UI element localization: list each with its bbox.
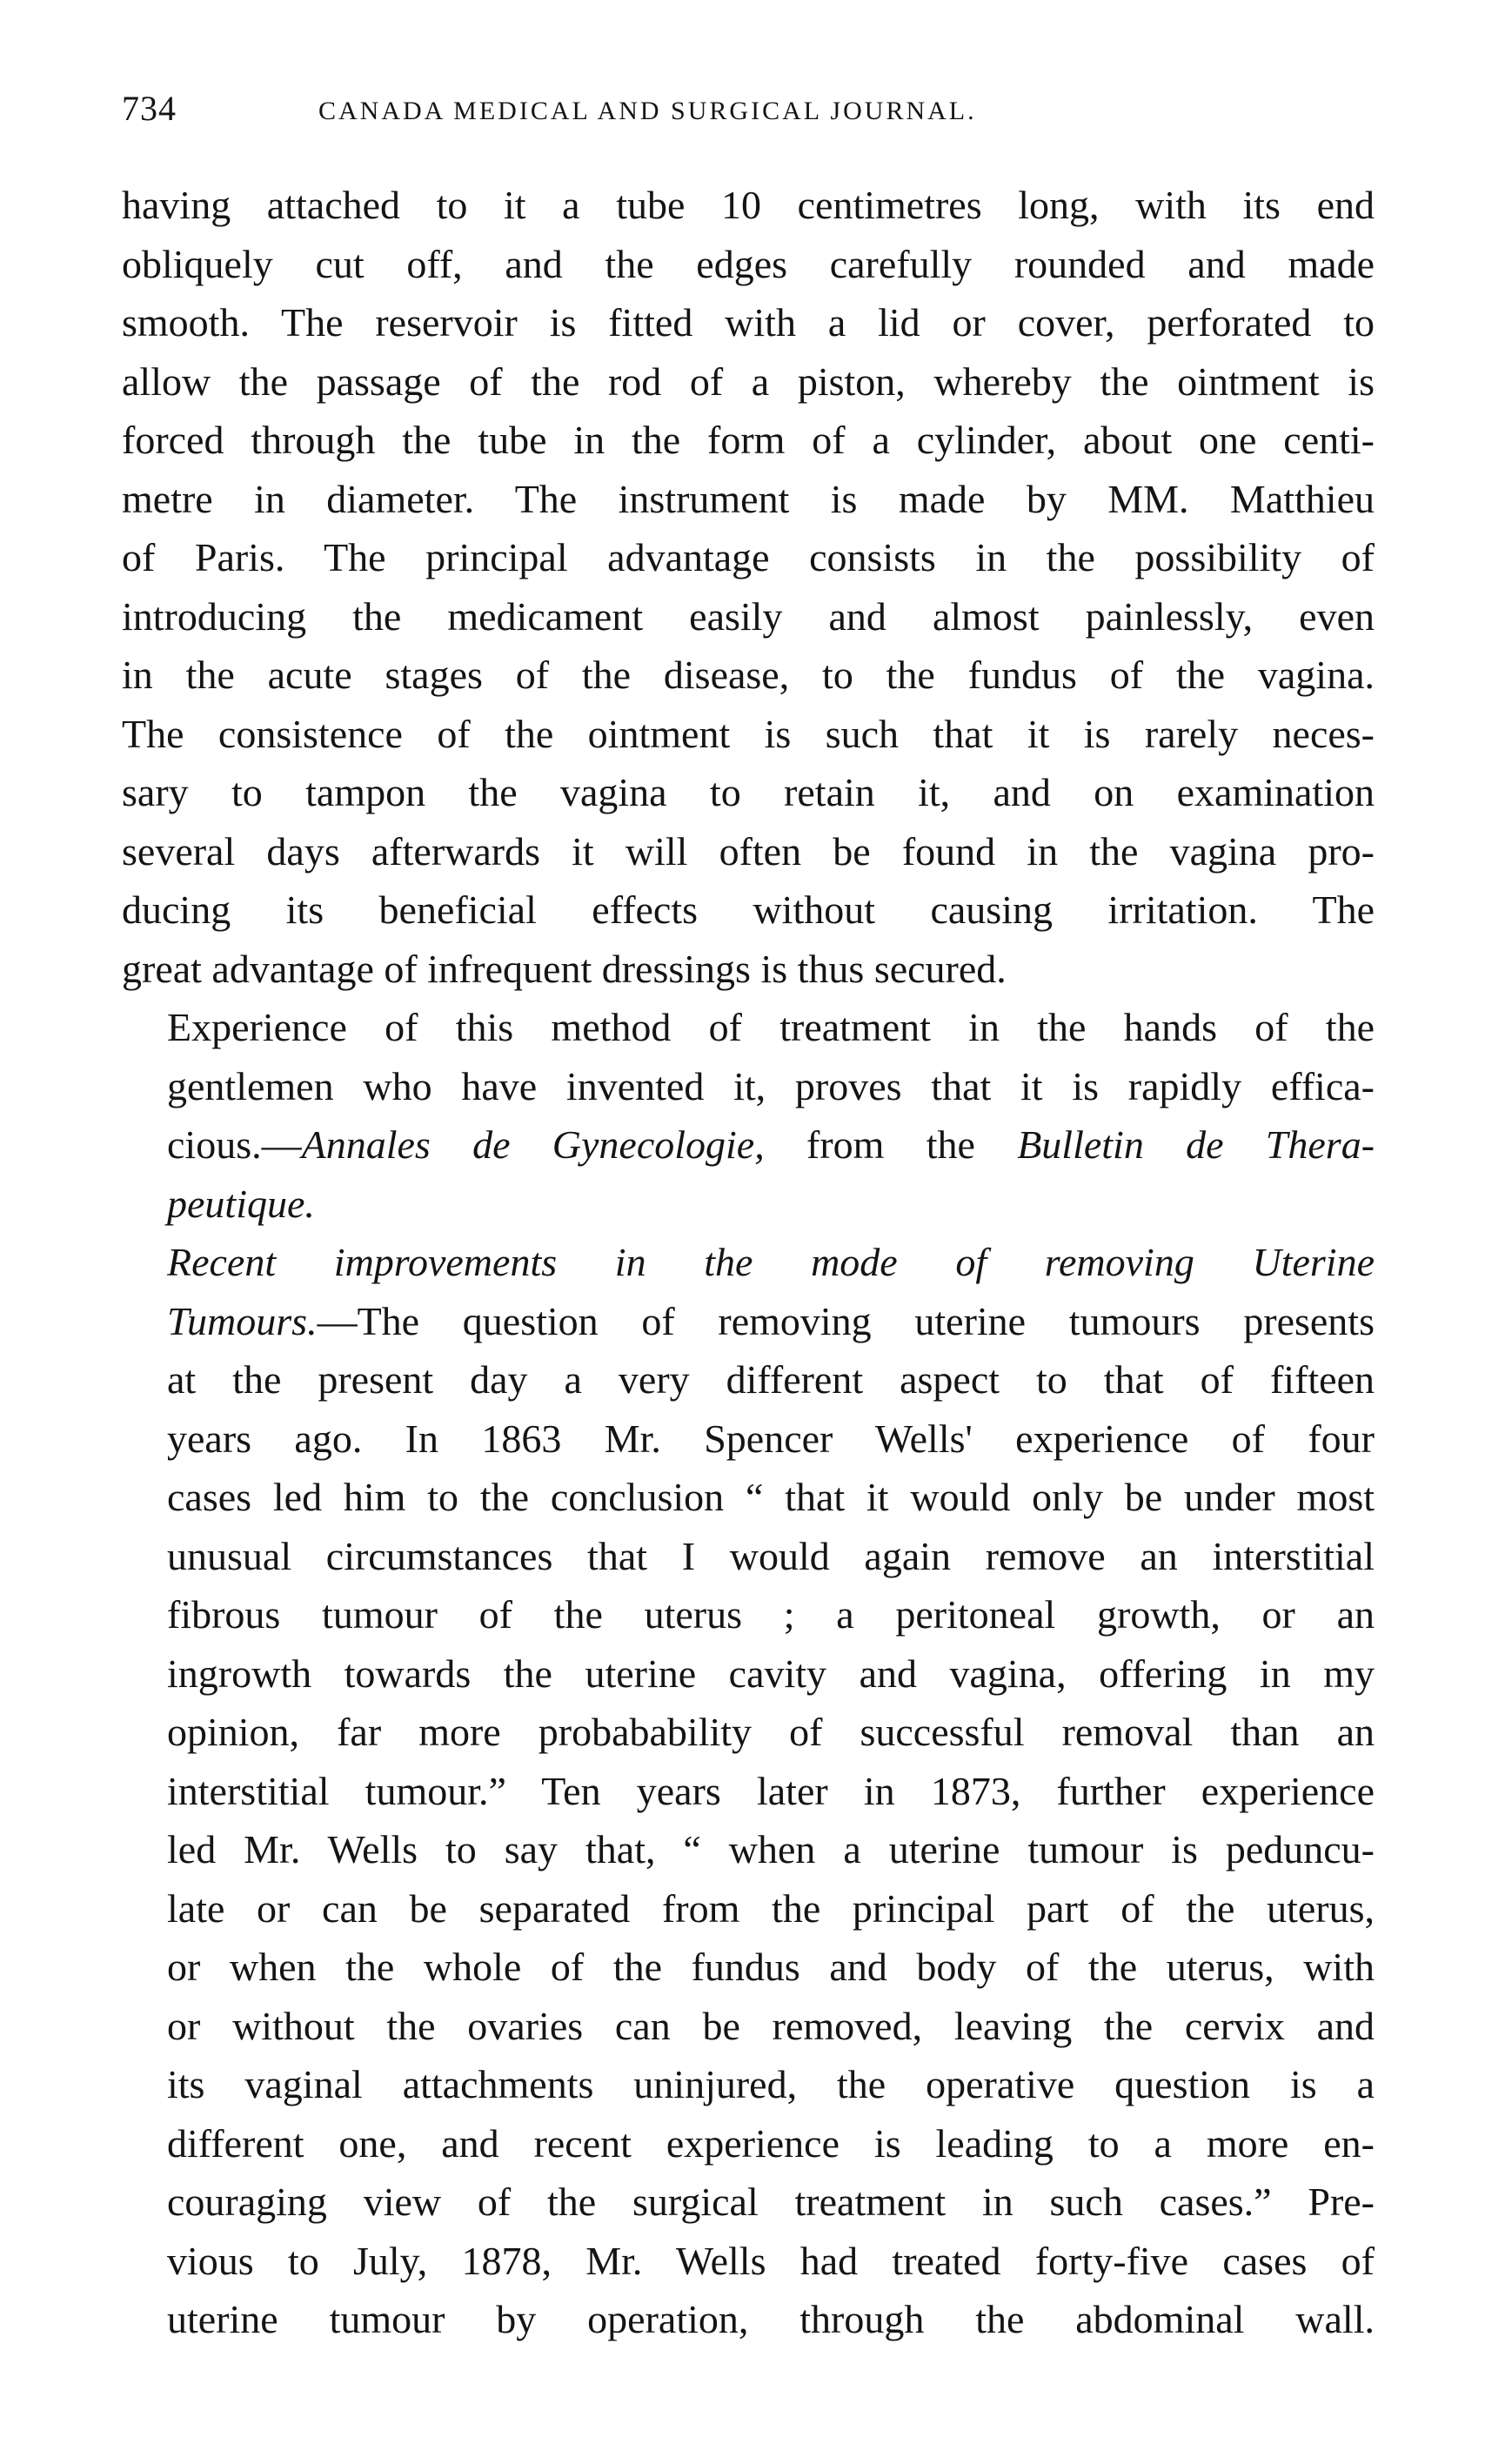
- text-line: ducing its beneficial effects without causing irritation. The: [122, 887, 1375, 932]
- text-line: opinion, far more probabability of successful removal than an: [167, 1710, 1375, 1754]
- text-line: metre in diameter. The instrument is made by MM. Matthieu: [122, 476, 1375, 521]
- running-head: [122, 87, 1375, 139]
- page-number: 734: [122, 89, 177, 128]
- text-line: uterine tumour by operation, through the abdominal wall.: [167, 2297, 1375, 2341]
- text-line: great advantage of infrequent dressings is thus secured.: [122, 946, 1007, 991]
- connector-text: from the: [764, 1122, 1018, 1167]
- text-line: vious to July, 1878, Mr. Wells had treated forty-five cases of: [167, 2238, 1375, 2283]
- text-line: [122, 1292, 1375, 1351]
- text-line: gentlemen who have invented it, proves that it is rapidly effica-: [167, 1063, 1375, 1108]
- paragraph-experience: [122, 998, 1375, 1233]
- source-journal-title: Annales de Gynecologie,: [301, 1122, 765, 1167]
- text-line: several days afterwards it will often be found in the vagina pro-: [122, 828, 1375, 874]
- text-line: The consistence of the ointment is such that it is rarely neces-: [122, 711, 1375, 756]
- text-line: or without the ovaries can be removed, leaving the cervix and: [167, 2003, 1375, 2048]
- journal-page: [122, 87, 1375, 2349]
- paragraph-uterine-tumours: [122, 1233, 1375, 2349]
- text-line: introducing the medicament easily and almost painlessly, even: [122, 593, 1375, 639]
- text-line: allow the passage of the rod of a piston, whereby the ointment is: [122, 358, 1375, 404]
- text-line: or when the whole of the fundus and body of the uterus, with: [167, 1945, 1375, 1989]
- section-heading: Recent improvements in the mode of removing Uterine: [167, 1240, 1375, 1284]
- source-bulletin-title: Bulletin de Thera-: [1017, 1122, 1375, 1167]
- text-line: unusual circumstances that I would again remove an interstitial: [167, 1533, 1375, 1578]
- text-line: forced through the tube in the form of a cylinder, about one centi-: [122, 418, 1375, 462]
- text-line: cases led him to the conclusion “ that it would only be under most: [167, 1475, 1375, 1519]
- text-line: [122, 1115, 1375, 1175]
- source-bulletin-title-continued: peutique.: [167, 1181, 315, 1226]
- text-line: late or can be separated from the principal part of the uterus,: [167, 1885, 1375, 1931]
- text-line: having attached to it a tube 10 centimetres long, with its end: [122, 183, 1375, 227]
- text-line: in the acute stages of the disease, to the fundus of the vagina.: [122, 653, 1375, 697]
- text-line: interstitial tumour.” Ten years later in 1873, further experience: [167, 1768, 1375, 1813]
- paragraph-ointment-instrument: [122, 176, 1375, 998]
- text-line: fibrous tumour of the uterus ; a peritoneal growth, or an: [167, 1592, 1375, 1637]
- text-line: of Paris. The principal advantage consists in the possibility of: [122, 535, 1375, 579]
- text-line: smooth. The reservoir is fitted with a lid or cover, perforated to: [122, 300, 1375, 345]
- text-line: different one, and recent experience is leading to a more en-: [167, 2120, 1375, 2166]
- text-line: at the present day a very different aspect to that of fifteen: [167, 1357, 1375, 1402]
- text-line: Experience of this method of treatment in the hands of the: [167, 1005, 1375, 1049]
- text-line: its vaginal attachments uninjured, the operative question is a: [167, 2062, 1375, 2106]
- text-line: obliquely cut off, and the edges carefully rounded and made: [122, 241, 1375, 286]
- section-heading-continued: Tumours.: [167, 1298, 318, 1343]
- text-line: years ago. In 1863 Mr. Spencer Wells' experience of four: [167, 1416, 1375, 1461]
- line-rest: —The question of removing uterine tumours presents: [317, 1298, 1375, 1343]
- text-line: led Mr. Wells to say that, “ when a uterine tumour is peduncu-: [167, 1827, 1375, 1871]
- line-start: cious.—: [167, 1122, 302, 1167]
- journal-title: CANADA MEDICAL AND SURGICAL JOURNAL.: [318, 97, 977, 125]
- text-line: sary to tampon the vagina to retain it, and on examination: [122, 770, 1375, 814]
- text-line: couraging view of the surgical treatment in such cases.” Pre-: [167, 2179, 1375, 2224]
- text-line: ingrowth towards the uterine cavity and vagina, offering in my: [167, 1650, 1375, 1696]
